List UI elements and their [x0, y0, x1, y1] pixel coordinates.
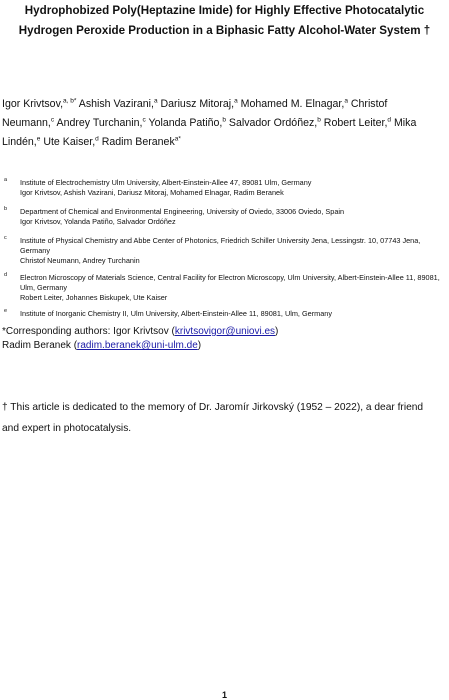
- affiliation-marker: b: [4, 206, 8, 212]
- author-affiliation-mark: c: [50, 116, 55, 124]
- author-affiliation-mark: e: [36, 135, 41, 143]
- page-number: 1: [221, 690, 227, 700]
- author-name: Radim Beranek: [98, 136, 175, 148]
- author-name: Mohamed M. Elnagar,: [237, 98, 345, 110]
- author-affiliation-mark: a: [344, 97, 348, 105]
- affiliation-c: [0, 236, 445, 267]
- author-affiliation-mark: d: [95, 135, 99, 143]
- affiliation-marker: e: [4, 308, 8, 314]
- author-name: Andrey Turchanin,: [54, 117, 143, 129]
- paren-close: ): [275, 326, 279, 337]
- author-name: Christof Neumann,: [2, 98, 388, 129]
- affiliation-a: [0, 178, 445, 198]
- author-affiliation-mark: d: [387, 116, 392, 124]
- affiliation-members: Igor Krivtsov, Yolanda Patiño, Salvador Ordóñez: [20, 217, 176, 227]
- email-link-krivtsov[interactable]: krivtsovigor@uniovi.es: [174, 326, 276, 337]
- affiliation-members: Igor Krivtsov, Ashish Vazirani, Dariusz Mitoraj, Mohamed Elnagar, Radim Beranek: [20, 188, 284, 198]
- author-name: Salvador Ordóñez,: [225, 117, 318, 129]
- author-name: Yolanda Patiño,: [145, 117, 223, 129]
- author-affiliation-mark: a: [234, 97, 238, 105]
- corresponding-label: *Corresponding authors: Igor Krivtsov (: [2, 326, 175, 337]
- author-affiliation-mark: c: [142, 116, 146, 124]
- affiliation-marker: a: [4, 177, 8, 183]
- author-affiliation-mark: b: [222, 116, 226, 124]
- author-name: Mika Lindén,: [2, 117, 417, 148]
- author-name: Dariusz Mitoraj,: [157, 98, 235, 110]
- author-name: Ashish Vazirani,: [76, 98, 154, 110]
- author-list: [2, 95, 442, 152]
- paren-close: ): [197, 340, 202, 351]
- title-line-2: Hydrogen Peroxide Production in a Biphasic Fatty Alcohol-Water System †: [18, 24, 431, 37]
- author-name: Robert Leiter,: [320, 117, 388, 129]
- author-name: Igor Krivtsov,: [2, 98, 64, 110]
- affiliation-marker: d: [4, 272, 8, 278]
- dedication-note: † This article is dedicated to the memory of Dr. Jaromír Jirkovský (1952 – 2022), a dear friend and expert in photocatalysis.: [2, 402, 424, 434]
- email-link-beranek[interactable]: radim.beranek@uni-ulm.de: [77, 340, 198, 351]
- corresponding-name-2: Radim Beranek (: [2, 340, 78, 351]
- author-affiliation-mark: b: [317, 116, 321, 124]
- affiliation-b: [0, 207, 445, 227]
- author-name: Ute Kaiser,: [40, 136, 96, 148]
- title-line-1: Hydrophobized Poly(Heptazine Imide) for Highly Effective Photocatalytic: [24, 4, 425, 17]
- affiliation-address: Institute of Inorganic Chemistry II, Ulm University, Albert-Einstein-Allee 11, 89081, Ulm, Germany: [20, 309, 332, 318]
- paper-title: [16, 1, 433, 41]
- affiliation-address: Institute of Physical Chemistry and Abbe Center of Photonics, Friedrich Schiller University Jena, Lessingstr. 10, 07743 Jena, Germany: [20, 236, 421, 256]
- author-affiliation-mark: a, b*: [63, 97, 77, 105]
- affiliation-e: [0, 309, 445, 319]
- affiliation-members: Robert Leiter, Johannes Biskupek, Ute Kaiser: [20, 293, 168, 303]
- affiliation-address: Electron Microscopy of Materials Science, Central Facility for Electron Microscopy, Ulm University, Albert-Einstein-Allee 11, 89081, Ulm, Germany: [20, 273, 440, 293]
- affiliation-marker: c: [4, 235, 7, 241]
- author-affiliation-mark: a*: [174, 135, 181, 143]
- corresponding-authors: [2, 325, 442, 353]
- affiliation-members: Christof Neumann, Andrey Turchanin: [20, 256, 140, 266]
- affiliation-address: Department of Chemical and Environmental Engineering, University of Oviedo, 33006 Oviedo, Spain: [20, 207, 345, 216]
- affiliation-d: [0, 273, 445, 304]
- author-affiliation-mark: a: [153, 97, 158, 105]
- affiliation-address: Institute of Electrochemistry Ulm University, Albert-Einstein-Allee 47, 89081 Ulm, Germany: [20, 178, 312, 187]
